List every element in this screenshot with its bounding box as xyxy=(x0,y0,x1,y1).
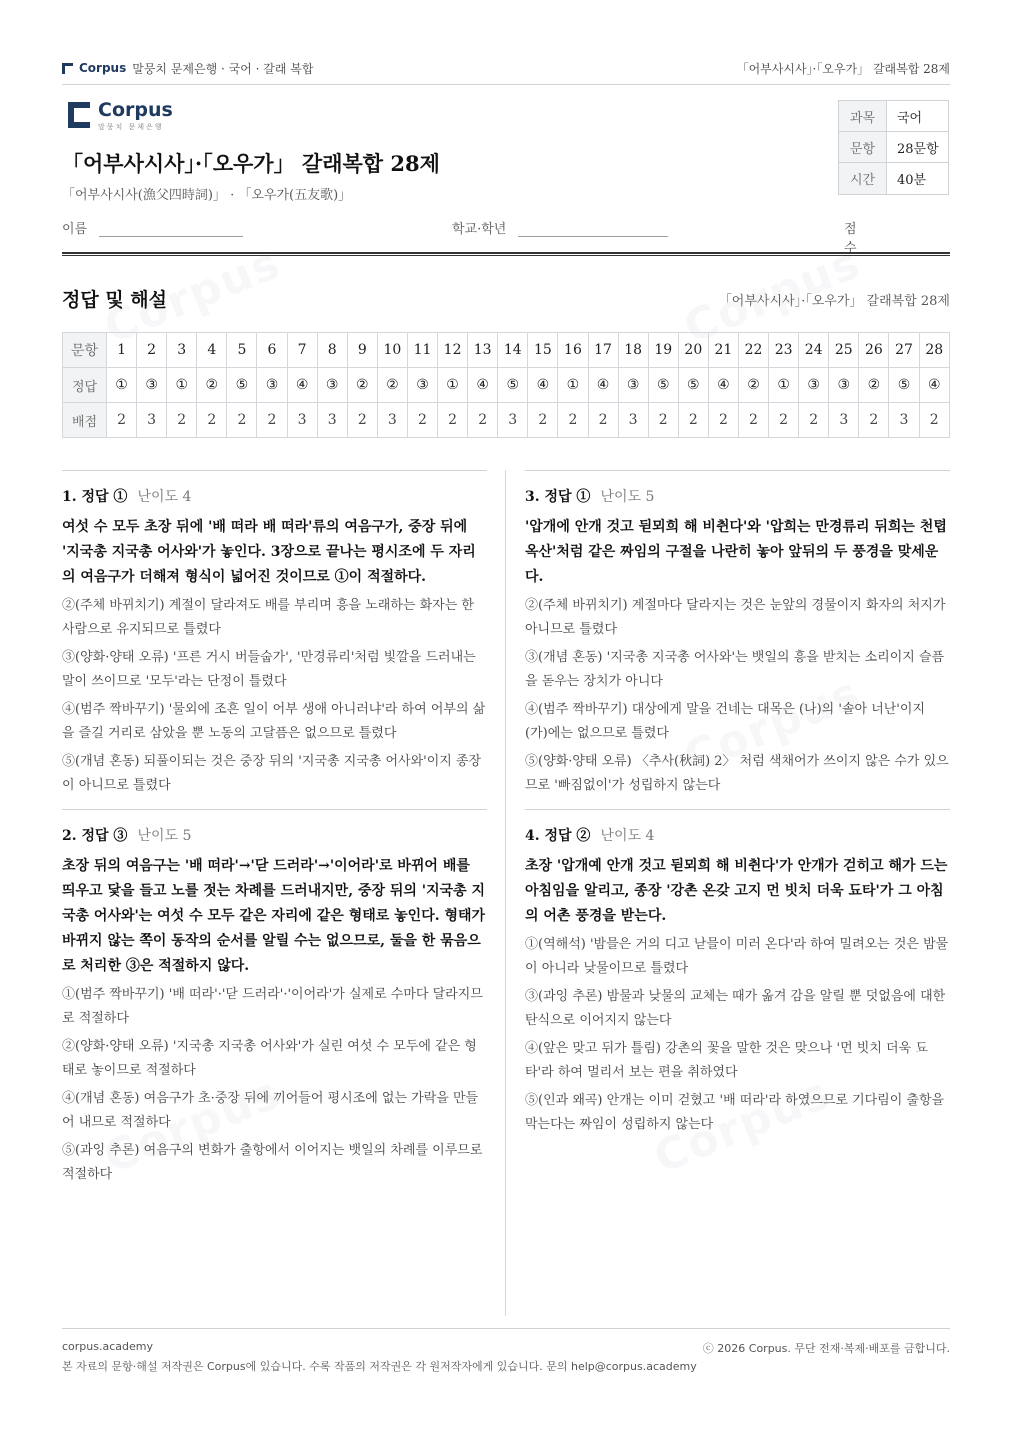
info-row-count xyxy=(839,132,948,163)
points-cell: 2 xyxy=(648,403,678,438)
question-explanation: 초장 '압개예 안개 것고 뒫뫼희 해 비췬다'가 안개가 걷히고 해가 드는 아침임을 알리고, 종장 '강촌 온갖 고지 먼 빗치 더욱 됴타'가 그 아침의 어촌 풍경을 받는다. xyxy=(525,858,948,924)
option-explanation: ①(범주 짝바꾸기) '배 떠라'·'닫 드러라'·'이어라'가 실제로 수마다 달라지므로 적절하다 xyxy=(62,987,483,1026)
question-explanation: 초장 뒤의 여음구는 '배 떠라'→'닫 드러라'→'이어라'로 바뀌어 배를 띄우고 닻을 들고 노를 젓는 차례를 드러내지만, 중장 뒤의 '지국총 지국총 어사와'는 여섯 수 모두 같은 자리에 같은 형태로 놓인다. 형태가 바뀌지 않는 쪽이 동작의 순서를 알릴 수는 없으므로, 둘을 한 묶음으로 처리한 ③은 적절하지 않다. xyxy=(62,858,486,974)
option-explanation: ④(범주 짝바꾸기) '물외에 조흔 일이 어부 생애 아니러냐'라 하여 어부의 삶을 즐길 거리로 삼았을 뿐 노동의 고달픔은 없으므로 틀렸다 xyxy=(62,702,486,741)
school-field xyxy=(452,218,668,237)
answer-cell: ① xyxy=(438,368,468,403)
question-heading xyxy=(62,485,487,509)
option-explanation: ⑤(과잉 추론) 여음구의 변화가 출항에서 이어지는 뱃일의 차례를 이루므로 적절하다 xyxy=(62,1143,483,1182)
option-explanation: ④(개념 혼동) 여음구가 초·중장 뒤에 끼어들어 평시조에 없는 가락을 만들어 내므로 적절하다 xyxy=(62,1091,479,1130)
points-cell: 3 xyxy=(137,403,167,438)
question-answer: 4. 정답 ② xyxy=(525,828,591,844)
option-explanation: ①(역해석) '밤믈은 거의 디고 낟믈이 미러 온다'라 하여 밀려오는 것은 밤물이 아니라 낮물이므로 틀렸다 xyxy=(525,937,949,976)
question-number-cell: 28 xyxy=(919,333,949,368)
points-cell: 2 xyxy=(257,403,287,438)
answer-cell: ⑤ xyxy=(889,368,919,403)
answer-cell: ① xyxy=(167,368,197,403)
question-number-cell: 24 xyxy=(799,333,829,368)
column-divider xyxy=(505,470,506,1316)
row-label: 배점 xyxy=(63,403,107,438)
name-input-line[interactable] xyxy=(99,219,243,237)
points-cell: 3 xyxy=(829,403,859,438)
footer-copyright: ⓒ 2026 Corpus. 무단 전재·복제·배포를 금합니다. xyxy=(702,1342,950,1355)
row-label: 정답 xyxy=(63,368,107,403)
top-bar-title: 「어부사시사」·「오우가」 갈래복합 28제 xyxy=(736,61,950,76)
difficulty-label: 난이도 5 xyxy=(600,489,655,505)
answer-cell: ④ xyxy=(708,368,738,403)
points-cell: 3 xyxy=(287,403,317,438)
divider xyxy=(62,84,950,85)
answer-cell: ③ xyxy=(137,368,167,403)
corpus-logo-icon xyxy=(62,63,73,74)
answer-cell: ⑤ xyxy=(498,368,528,403)
option-explanation: ⑤(개념 혼동) 되풀이되는 것은 중장 뒤의 '지국총 지국총 어사와'이지 종장이 아니므로 틀렸다 xyxy=(62,754,482,793)
question-heading xyxy=(525,824,950,848)
question-number-cell: 3 xyxy=(167,333,197,368)
answer-cell: ④ xyxy=(468,368,498,403)
points-cell: 2 xyxy=(859,403,889,438)
answer-table xyxy=(62,332,950,438)
option-explanation: ④(앞은 맞고 뒤가 틀림) 강촌의 꽃을 말한 것은 맞으나 '먼 빗치 더욱 됴타'라 하여 멀리서 보는 편을 취하였다 xyxy=(525,1041,928,1080)
points-cell: 3 xyxy=(317,403,347,438)
question-number-cell: 27 xyxy=(889,333,919,368)
logo xyxy=(68,100,173,132)
answer-cell: ③ xyxy=(829,368,859,403)
points-cell: 2 xyxy=(678,403,708,438)
points-cell: 2 xyxy=(227,403,257,438)
footer-notice: 본 자료의 문항·해설 저작권은 Corpus에 있습니다. 수록 작품의 저작권은 각 원저작자에게 있습니다. 문의 help@corpus.academy xyxy=(62,1360,697,1373)
footer xyxy=(62,1340,950,1356)
divider xyxy=(62,470,487,471)
divider xyxy=(62,252,950,256)
info-value: 40분 xyxy=(897,173,927,188)
info-row-time xyxy=(839,163,948,194)
points-cell: 2 xyxy=(347,403,377,438)
points-cell: 2 xyxy=(799,403,829,438)
question-number-cell: 6 xyxy=(257,333,287,368)
info-key: 시간 xyxy=(839,163,887,194)
school-label: 학교·학년 xyxy=(452,222,507,237)
question-number-cell: 9 xyxy=(347,333,377,368)
table-row xyxy=(63,333,950,368)
footer-site-link[interactable]: corpus.academy xyxy=(62,1340,153,1353)
logo-word: Corpus xyxy=(98,99,173,121)
points-cell: 2 xyxy=(738,403,768,438)
corpus-logo-icon xyxy=(68,102,90,128)
question-number-cell: 10 xyxy=(377,333,407,368)
question-number-cell: 26 xyxy=(859,333,889,368)
explanation-column-right xyxy=(525,809,950,1137)
answer-cell: ③ xyxy=(799,368,829,403)
question-number-cell: 13 xyxy=(468,333,498,368)
question-heading xyxy=(62,824,487,848)
row-label: 문항 xyxy=(63,333,107,368)
answer-cell: ① xyxy=(107,368,137,403)
question-number-cell: 1 xyxy=(107,333,137,368)
answer-cell: ② xyxy=(377,368,407,403)
question-number-cell: 25 xyxy=(829,333,859,368)
points-cell: 2 xyxy=(167,403,197,438)
name-field xyxy=(62,218,243,237)
answer-cell: ③ xyxy=(618,368,648,403)
divider xyxy=(525,809,950,810)
points-cell: 2 xyxy=(407,403,437,438)
question-number-cell: 2 xyxy=(137,333,167,368)
points-cell: 2 xyxy=(438,403,468,438)
answer-cell: ③ xyxy=(317,368,347,403)
question-answer: 1. 정답 ① xyxy=(62,489,128,505)
section-subtitle: 「어부사시사」·「오우가」 갈래복합 28제 xyxy=(718,294,950,309)
option-explanation: ⑤(인과 왜곡) 안개는 이미 걷혔고 '배 떠라'라 하였으므로 기다림이 출항을 막는다는 짜임이 성립하지 않는다 xyxy=(525,1093,945,1132)
answer-cell: ② xyxy=(738,368,768,403)
option-explanation: ②(주체 바뀌치기) 계절이 달라져도 배를 부리며 흥을 노래하는 화자는 한 사람으로 유지되므로 틀렸다 xyxy=(62,598,474,637)
question-number-cell: 17 xyxy=(588,333,618,368)
table-row xyxy=(63,403,950,438)
difficulty-label: 난이도 4 xyxy=(137,489,192,505)
question-number-cell: 21 xyxy=(708,333,738,368)
points-cell: 2 xyxy=(528,403,558,438)
info-row-subject xyxy=(839,101,948,132)
question-answer: 3. 정답 ① xyxy=(525,489,591,505)
question-number-cell: 19 xyxy=(648,333,678,368)
option-explanation: ③(과잉 추론) 밤물과 낮물의 교체는 때가 옮겨 감을 알릴 뿐 덧없음에 대한 탄식으로 이어지지 않는다 xyxy=(525,989,946,1028)
question-number-cell: 23 xyxy=(769,333,799,368)
answer-cell: ③ xyxy=(407,368,437,403)
points-cell: 2 xyxy=(588,403,618,438)
question-number-cell: 12 xyxy=(438,333,468,368)
exam-info-box xyxy=(838,100,949,195)
points-cell: 2 xyxy=(197,403,227,438)
option-explanation: ②(양화·양태 오류) '지국총 지국총 어사와'가 실린 여섯 수 모두에 같은 형태로 놓이므로 적절하다 xyxy=(62,1039,477,1078)
logo-subtitle: 말뭉치 문제은행 xyxy=(98,123,164,131)
points-cell: 3 xyxy=(498,403,528,438)
breadcrumb: 말뭉치 문제은행 · 국어 · 갈래 복합 xyxy=(132,61,314,76)
top-bar xyxy=(62,58,950,78)
info-value: 28문항 xyxy=(897,141,939,157)
question-number-cell: 18 xyxy=(618,333,648,368)
option-explanation: ③(개념 혼동) '지국총 지국총 어사와'는 뱃일의 흥을 받치는 소리이지 슬픔을 돋우는 장치가 아니다 xyxy=(525,650,945,689)
answer-cell: ⑤ xyxy=(227,368,257,403)
question-number-cell: 20 xyxy=(678,333,708,368)
student-fields xyxy=(62,214,950,256)
points-cell: 2 xyxy=(558,403,588,438)
explanation-column-right xyxy=(525,470,950,798)
score-field xyxy=(844,218,950,256)
question-number-cell: 16 xyxy=(558,333,588,368)
brand-name: Corpus xyxy=(79,61,127,75)
question-number-cell: 15 xyxy=(528,333,558,368)
points-cell: 2 xyxy=(468,403,498,438)
points-cell: 3 xyxy=(618,403,648,438)
option-explanation: ⑤(양화·양태 오류) 〈추사(秋詞) 2〉 처럼 색채어가 쓰이지 않은 수가 있으므로 '빠짐없이'가 성립하지 않는다 xyxy=(525,754,949,793)
points-cell: 3 xyxy=(889,403,919,438)
answer-cell: ⑤ xyxy=(648,368,678,403)
answer-cell: ④ xyxy=(588,368,618,403)
answer-cell: ② xyxy=(347,368,377,403)
info-key: 과목 xyxy=(839,101,887,131)
question-number-cell: 5 xyxy=(227,333,257,368)
points-cell: 2 xyxy=(769,403,799,438)
answer-cell: ③ xyxy=(257,368,287,403)
difficulty-label: 난이도 5 xyxy=(137,828,192,844)
info-key: 문항 xyxy=(839,132,887,162)
section-title: 정답 및 해설 xyxy=(62,289,167,311)
question-explanation: '압개에 안개 것고 뒫뫼희 해 비췬다'와 '압희는 만경류리 뒤희는 천텹옥산'처럼 같은 짜임의 구절을 나란히 놓아 앞뒤의 두 풍경을 맞세운다. xyxy=(525,519,947,585)
table-row xyxy=(63,368,950,403)
answer-cell: ① xyxy=(769,368,799,403)
name-label: 이름 xyxy=(62,222,88,237)
answer-cell: ② xyxy=(859,368,889,403)
answer-cell: ④ xyxy=(287,368,317,403)
option-explanation: ②(주체 바뀌치기) 계절마다 달라지는 것은 눈앞의 경물이지 화자의 처지가 아니므로 틀렸다 xyxy=(525,598,946,637)
points-cell: 2 xyxy=(107,403,137,438)
option-explanation: ③(양화·양태 오류) '프른 거시 버들숩가', '만경류리'처럼 빛깔을 드러내는 말이 쓰이므로 '모두'라는 단정이 틀렸다 xyxy=(62,650,476,689)
score-label: 점수 xyxy=(844,222,857,256)
page-subtitle: 「어부사시사(漁父四時詞)」 · 「오우가(五友歌)」 xyxy=(62,188,352,203)
answer-cell: ④ xyxy=(528,368,558,403)
answer-cell: ④ xyxy=(919,368,949,403)
divider xyxy=(525,470,950,471)
page-title: 「어부사시사」·「오우가」 갈래복합 28제 xyxy=(62,151,440,176)
school-input-line[interactable] xyxy=(518,219,668,237)
points-cell: 3 xyxy=(377,403,407,438)
points-cell: 2 xyxy=(708,403,738,438)
answer-cell: ⑤ xyxy=(678,368,708,403)
question-number-cell: 22 xyxy=(738,333,768,368)
question-explanation: 여섯 수 모두 초장 뒤에 '배 떠라 배 떠라'류의 여음구가, 중장 뒤에 '지국총 지국총 어사와'가 놓인다. 3장으로 끝나는 평시조에 두 자리의 여음구가 더해져 형식이 넓어진 것이므로 ①이 적절하다. xyxy=(62,519,476,585)
question-heading xyxy=(525,485,950,509)
explanation-column-left xyxy=(62,809,487,1187)
question-number-cell: 8 xyxy=(317,333,347,368)
question-number-cell: 14 xyxy=(498,333,528,368)
divider xyxy=(62,1328,950,1329)
difficulty-label: 난이도 4 xyxy=(600,828,655,844)
points-cell: 2 xyxy=(919,403,949,438)
question-number-cell: 4 xyxy=(197,333,227,368)
divider xyxy=(62,809,487,810)
question-number-cell: 11 xyxy=(407,333,437,368)
answer-cell: ① xyxy=(558,368,588,403)
question-answer: 2. 정답 ③ xyxy=(62,828,128,844)
option-explanation: ④(범주 짝바꾸기) 대상에게 말을 건네는 대목은 (나)의 '솔아 너난'이지 (가)에는 없으므로 틀렸다 xyxy=(525,702,926,741)
question-number-cell: 7 xyxy=(287,333,317,368)
explanation-column-left xyxy=(62,470,487,798)
answer-cell: ② xyxy=(197,368,227,403)
info-value: 국어 xyxy=(897,110,923,126)
